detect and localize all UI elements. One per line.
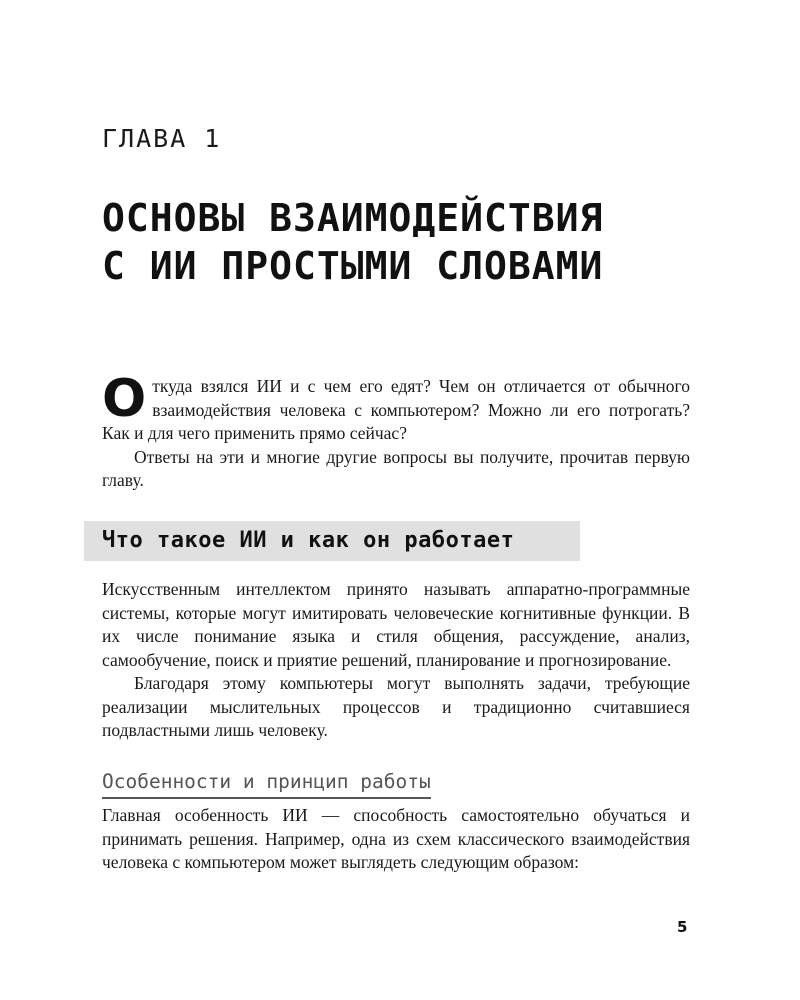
intro-text [102,369,690,493]
page-number: 5 [677,918,688,936]
intro-paragraph-1-text: ткуда взялся ИИ и с чем его едят? Чем он отличается от обычного взаимодействия человека с компьютером? Можно ли его потрогать? Как и для чего применить прямо сейчас? [102,376,690,443]
intro-paragraph-2: Ответы на эти и многие другие вопросы вы получите, прочитав первую главу. [102,446,690,490]
chapter-label: ГЛАВА 1 [102,124,222,153]
section-paragraph-1: Искусственным интеллектом принято называть аппаратно-программные системы, которые могут имитировать человеческие когнитивные функции. В их числе понимание языка и стиля общения, рассуждение, анализ, самообучение, поиск и приятие решений, планирование и прогнозирование. [102,579,690,670]
chapter-title-line-2: С ИИ ПРОСТЫМИ СЛОВАМИ [102,244,604,288]
subsection-heading: Особенности и принцип работы [102,770,431,799]
chapter-title [102,194,742,290]
section-heading: Что такое ИИ и как он работает [102,528,515,553]
subsection-paragraph-1: Главная особенность ИИ — способность самостоятельно обучаться и принимать решения. Например, одна из схем классического взаимодействия человека с компьютером может выглядеть следующим образом: [102,805,690,872]
section-text [102,578,690,743]
subsection-text [102,804,690,875]
drop-cap: О [102,369,147,429]
section-paragraph-2: Благодаря этому компьютеры могут выполнять задачи, требующие реализации мыслительных процессов и традиционно считавшиеся подвластными лишь человеку. [102,673,690,740]
chapter-title-line-1: ОСНОВЫ ВЗАИМОДЕЙСТВИЯ [102,196,604,240]
intro-paragraph-1 [102,369,690,446]
